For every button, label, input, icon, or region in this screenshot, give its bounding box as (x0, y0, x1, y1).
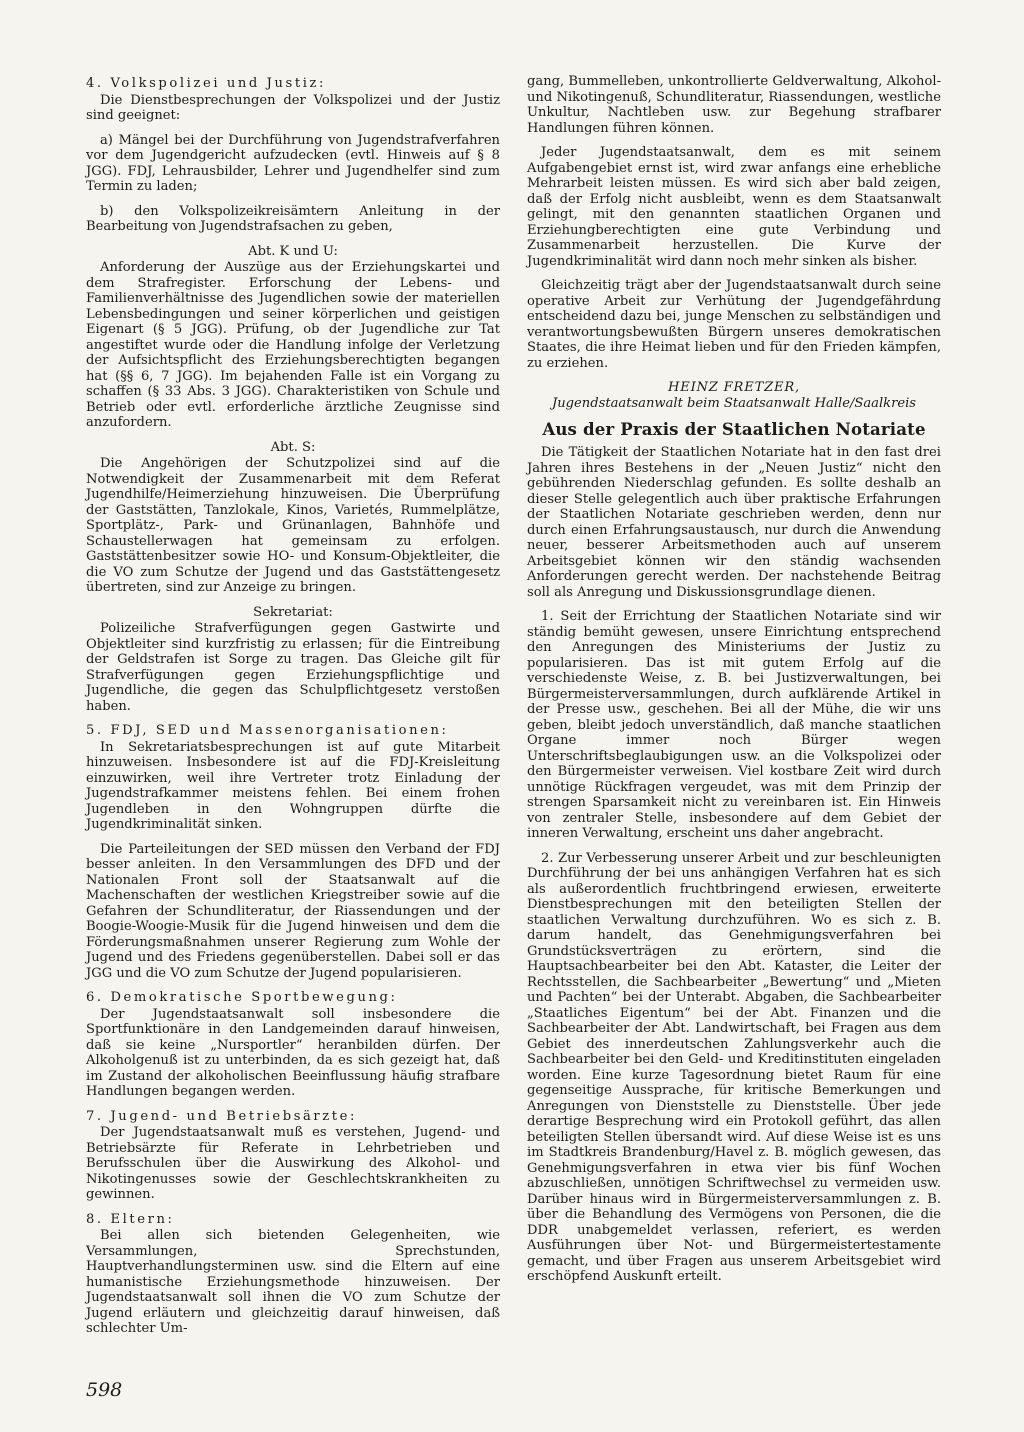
paragraph: a) Mängel bei der Durchführung von Jugendstrafverfahren vor dem Jugendgericht aufzudecken (evtl. Hinweis auf § 8 JGG). FDJ, Lehrausbilder, Lehrer und Jugendhelfer sind zum Termin zu laden; (86, 132, 500, 194)
paragraph: b) den Volkspolizeikreisämtern Anleitung in der Bearbeitung von Jugendstrafsachen zu geben, (86, 203, 500, 234)
paragraph: Jeder Jugendstaatsanwalt, dem es mit seinem Aufgabengebiet ernst ist, wird zwar anfangs eine erhebliche Mehrarbeit leisten müssen. Es wird sich aber bald zeigen, daß der Erfolg nicht ausbleibt, wenn es dem Staatsanwalt gelingt, mit den genannten staatlichen Organen und Erziehungberechtigten eine gute Verbindung und Zusammenarbeit herzustellen. Die Kurve der Jugendkriminalität wird dann noch mehr sinken als bisher. (527, 145, 941, 269)
paragraph: Die Angehörigen der Schutzpolizei sind auf die Notwendigkeit der Zusammenarbeit mit dem Referat Jugendhilfe/Heimerziehung hinzuweisen. Die Überprüfung der Gaststätten, Tanzlokale, Kinos, Varietés, Rummelplätze, Sportplätz-, Park- und Grünanlagen, Bahnhöfe und Schaustellerwagen hat gemeinsam zu erfolgen. Gaststättenbesitzer sowie HO- und Konsum-Objektleiter, die die VO zum Schutze der Jugend und das Gaststättengesetz übertreten, sind zur Anzeige zu bringen. (86, 456, 500, 595)
paragraph: Bei allen sich bietenden Gelegenheiten, wie Versammlungen, Sprechstunden, Hauptverhandlungsterminen usw. sind die Eltern auf eine humanistische Erziehungsmethode hinzuweisen. Der Jugendstaatsanwalt soll ihnen die VO zum Schutze der Jugend erläutern und gleichzeitig darauf hinweisen, daß schlechter Um- (86, 1228, 500, 1336)
page-number: 598 (86, 1379, 123, 1401)
left-column (86, 76, 500, 1346)
paragraph: In Sekretariatsbesprechungen ist auf gute Mitarbeit hinzuweisen. Insbesondere ist auf die FDJ-Kreisleitung einzuwirken, weil ihre Vertreter trotz Einladung der Jugendstrafkammer meistens fehlen. Bei einem frohen Jugendleben in den Wohngruppen dürfte die Jugendkriminalität sinken. (86, 739, 500, 832)
right-column (527, 74, 941, 1294)
section-heading-sportbewegung: 6. Demokratische Sportbewegung: (86, 990, 398, 1005)
paragraph: 1. Seit der Errichtung der Staatlichen Notariate sind wir ständig bemüht gewesen, unsere Einrichtung entsprechend den Anregungen des Ministeriums der Justiz zu popularisieren. Das ist mit gutem Erfolg auf die verschiedenste Weise, z. B. bei Justizverwaltungen, bei Bürgermeisterversammlungen, durch aufklärende Artikel in der Presse usw., geschehen. Bei all der Mühe, die wir uns geben, bleibt jedoch unverständlich, daß manche staatlichen Organe immer noch Bürger wegen Unterschriftsbeglaubigungen usw. an die Volkspolizei oder den Bürgermeister verweisen. Viel kostbare Zeit wird durch unnötige Rückfragen vergeudet, was mit dem Prinzip der strengen Sparsamkeit nicht zu vereinbaren ist. Ein Hinweis von zentraler Stelle, insbesondere auf dem Gebiet der inneren Verwaltung, erscheint uns daher angebracht. (527, 609, 941, 841)
paragraph: Die Parteileitungen der SED müssen den Verband der FDJ besser anleiten. In den Versammlungen des DFD und der Nationalen Front soll der Staatsanwalt auf die Machenschaften der westlichen Kriegstreiber sowie auf die Gefahren der Schundliteratur, der Riassendungen und der Boogie-Woogie-Musik für die Jugend hinweisen und dem die Förderungsmaßnahmen unserer Regierung zum Wohle der Jugend und des Friedens gegenüberstellen. Dabei soll er das JGG und die VO zum Schutze der Jugend popularisieren. (86, 841, 500, 981)
subheading-sekretariat: Sekretariat: (253, 604, 333, 620)
paragraph: Gleichzeitig trägt aber der Jugendstaatsanwalt durch seine operative Arbeit zur Verhütung der Jugendgefährdung entscheidend dazu bei, junge Menschen zu selbständigen und verantwortungsbewußten Bürgern unseres demokratischen Staates, die ihre Heimat lieben und für den Frieden kämpfen, zu erziehen. (527, 278, 941, 371)
section-heading-volkspolizei: 4. Volkspolizei und Justiz: (86, 76, 327, 91)
author-role: Jugendstaatsanwalt beim Staatsanwalt Halle/Saalkreis (551, 395, 917, 411)
section-heading-aerzte: 7. Jugend- und Betriebsärzte: (86, 1108, 357, 1124)
paragraph: Die Dienstbesprechungen der Volkspolizei und der Justiz sind geeignet: (86, 92, 500, 123)
subheading-abt-k-u: Abt. K und U: (248, 243, 338, 259)
paragraph: Der Jugendstaatsanwalt soll insbesondere die Sportfunktionäre in den Landgemeinden darauf hinweisen, daß sie keine „Nursportler“ heranbilden dürfen. Der Alkoholgenuß ist zu unterbinden, da es sich gezeigt hat, daß im Zustand der alkoholischen Beeinflussung häufig strafbare Handlungen begangen werden. (86, 1006, 500, 1099)
section-heading-eltern: 8. Eltern: (86, 1211, 175, 1227)
paragraph: Die Tätigkeit der Staatlichen Notariate hat in den fast drei Jahren ihres Bestehens in der „Neuen Justiz“ nicht den gebührenden Niederschlag gefunden. Es sollte deshalb an dieser Stelle gelegentlich auch über praktische Erfahrungen der Staatlichen Notariate geschrieben werden, denn nur durch einen Erfahrungsaustausch, nur durch die Anwendung neuer, besserer Arbeitsmethoden auch auf unserem Arbeitsgebiet können wir den ständig wachsenden Anforderungen gerecht werden. Der nachstehende Beitrag soll als Anregung und Diskussionsgrundlage dienen. (527, 445, 941, 600)
paragraph: 2. Zur Verbesserung unserer Arbeit und zur beschleunigten Durchführung der bei uns anhängigen Verfahren hat es sich als außerordentlich fruchtbringend erwiesen, erweiterte Dienstbesprechungen mit den beteiligten Stellen der staatlichen Verwaltung durchzuführen. Wo es sich z. B. darum handelt, das Genehmigungsverfahren bei Grundstücksverträgen zu erörtern, sind die Hauptsachbearbeiter bei den Abt. Kataster, die Leiter der Rechtsstellen, die Sachbearbeiter „Bewertung“ und „Mieten und Pachten“ bei der Unterabt. Abgaben, die Sachbearbeiter „Staatliches Eigentum“ bei der Abt. Finanzen und die Sachbearbeiter der Abt. Landwirtschaft, bei Fragen aus dem Gebiet des innerdeutschen Zahlungsverkehr auch die Sachbearbeiter bei den Geld- und Kreditinstituten eingeladen worden. Eine kurze Tagesordnung bietet Raum für eine gegenseitige Aussprache, für kritische Bemerkungen und Anregungen von Dienststelle zu Dienststelle. Über jede derartige Besprechung wird ein Protokoll geführt, das allen beteiligten Stellen übersandt wird. Auf diese Weise ist es uns im Stadtkreis Brandenburg/Havel z. B. möglich gewesen, das Genehmigungsverfahren in etwa vier bis fünf Wochen abzuschließen, unnötigen Schriftwechsel zu vermeiden usw. Darüber hinaus wird in Bürgermeisterversammlungen z. B. über die Behandlung des Vermögens von Personen, die die DDR unabgemeldet verlassen, referiert, es werden Ausführungen über Not- und Bürgermeistertestamente gemacht, und über Fragen aus unserem Arbeitsgebiet wird erschöpfend Auskunft erteilt. (527, 850, 941, 1284)
paragraph: Anforderung der Auszüge aus der Erziehungskartei und dem Strafregister. Erforschung der Lebens- und Familienverhältnisse des Jugendlichen sowie der materiellen Lebensbedingungen und seiner körperlichen und geistigen Eigenart (§ 5 JGG). Prüfung, ob der Jugendliche zur Tat angestiftet wurde oder die Handlung infolge der Verletzung der Aufsichtspflicht des Erziehungsberechtigten begangen hat (§§ 6, 7 JGG). Im bejahenden Falle ist ein Vorgang zu schaffen (§ 33 Abs. 3 JGG). Charakteristiken von Schule und Betrieb oder evtl. erforderliche ärztliche Zeugnisse sind anzufordern. (86, 260, 500, 430)
paragraph: Der Jugendstaatsanwalt muß es verstehen, Jugend- und Betriebsärzte für Referate in Lehrbetrieben und Berufsschulen über die Auswirkung des Alkohol- und Nikotingenusses sowie der Geschlechtskrankheiten zu gewinnen. (86, 1125, 500, 1202)
paragraph: Polizeiliche Strafverfügungen gegen Gastwirte und Objektleiter sind kurzfristig zu erlassen; für die Eintreibung der Geldstrafen ist Sorge zu tragen. Das Gleiche gilt für Strafverfügungen gegen Erziehungspflichtige und Jugendliche, die gegen das Schulpflichtgesetz verstoßen haben. (86, 621, 500, 714)
subheading-abt-s: Abt. S: (270, 439, 316, 455)
section-heading-fdj-sed: 5. FDJ, SED und Massenorganisationen: (86, 723, 449, 738)
continuation-paragraph: gang, Bummelleben, unkontrollierte Geldverwaltung, Alkohol- und Nikotingenuß, Schundliteratur, Riassendungen, westliche Unkultur, Nachtleben usw. zur Begehung strafbarer Handlungen führen können. (527, 74, 941, 136)
article-title: Aus der Praxis der Staatlichen Notariate (542, 419, 926, 439)
author-name: HEINZ FRETZER, (668, 380, 800, 395)
